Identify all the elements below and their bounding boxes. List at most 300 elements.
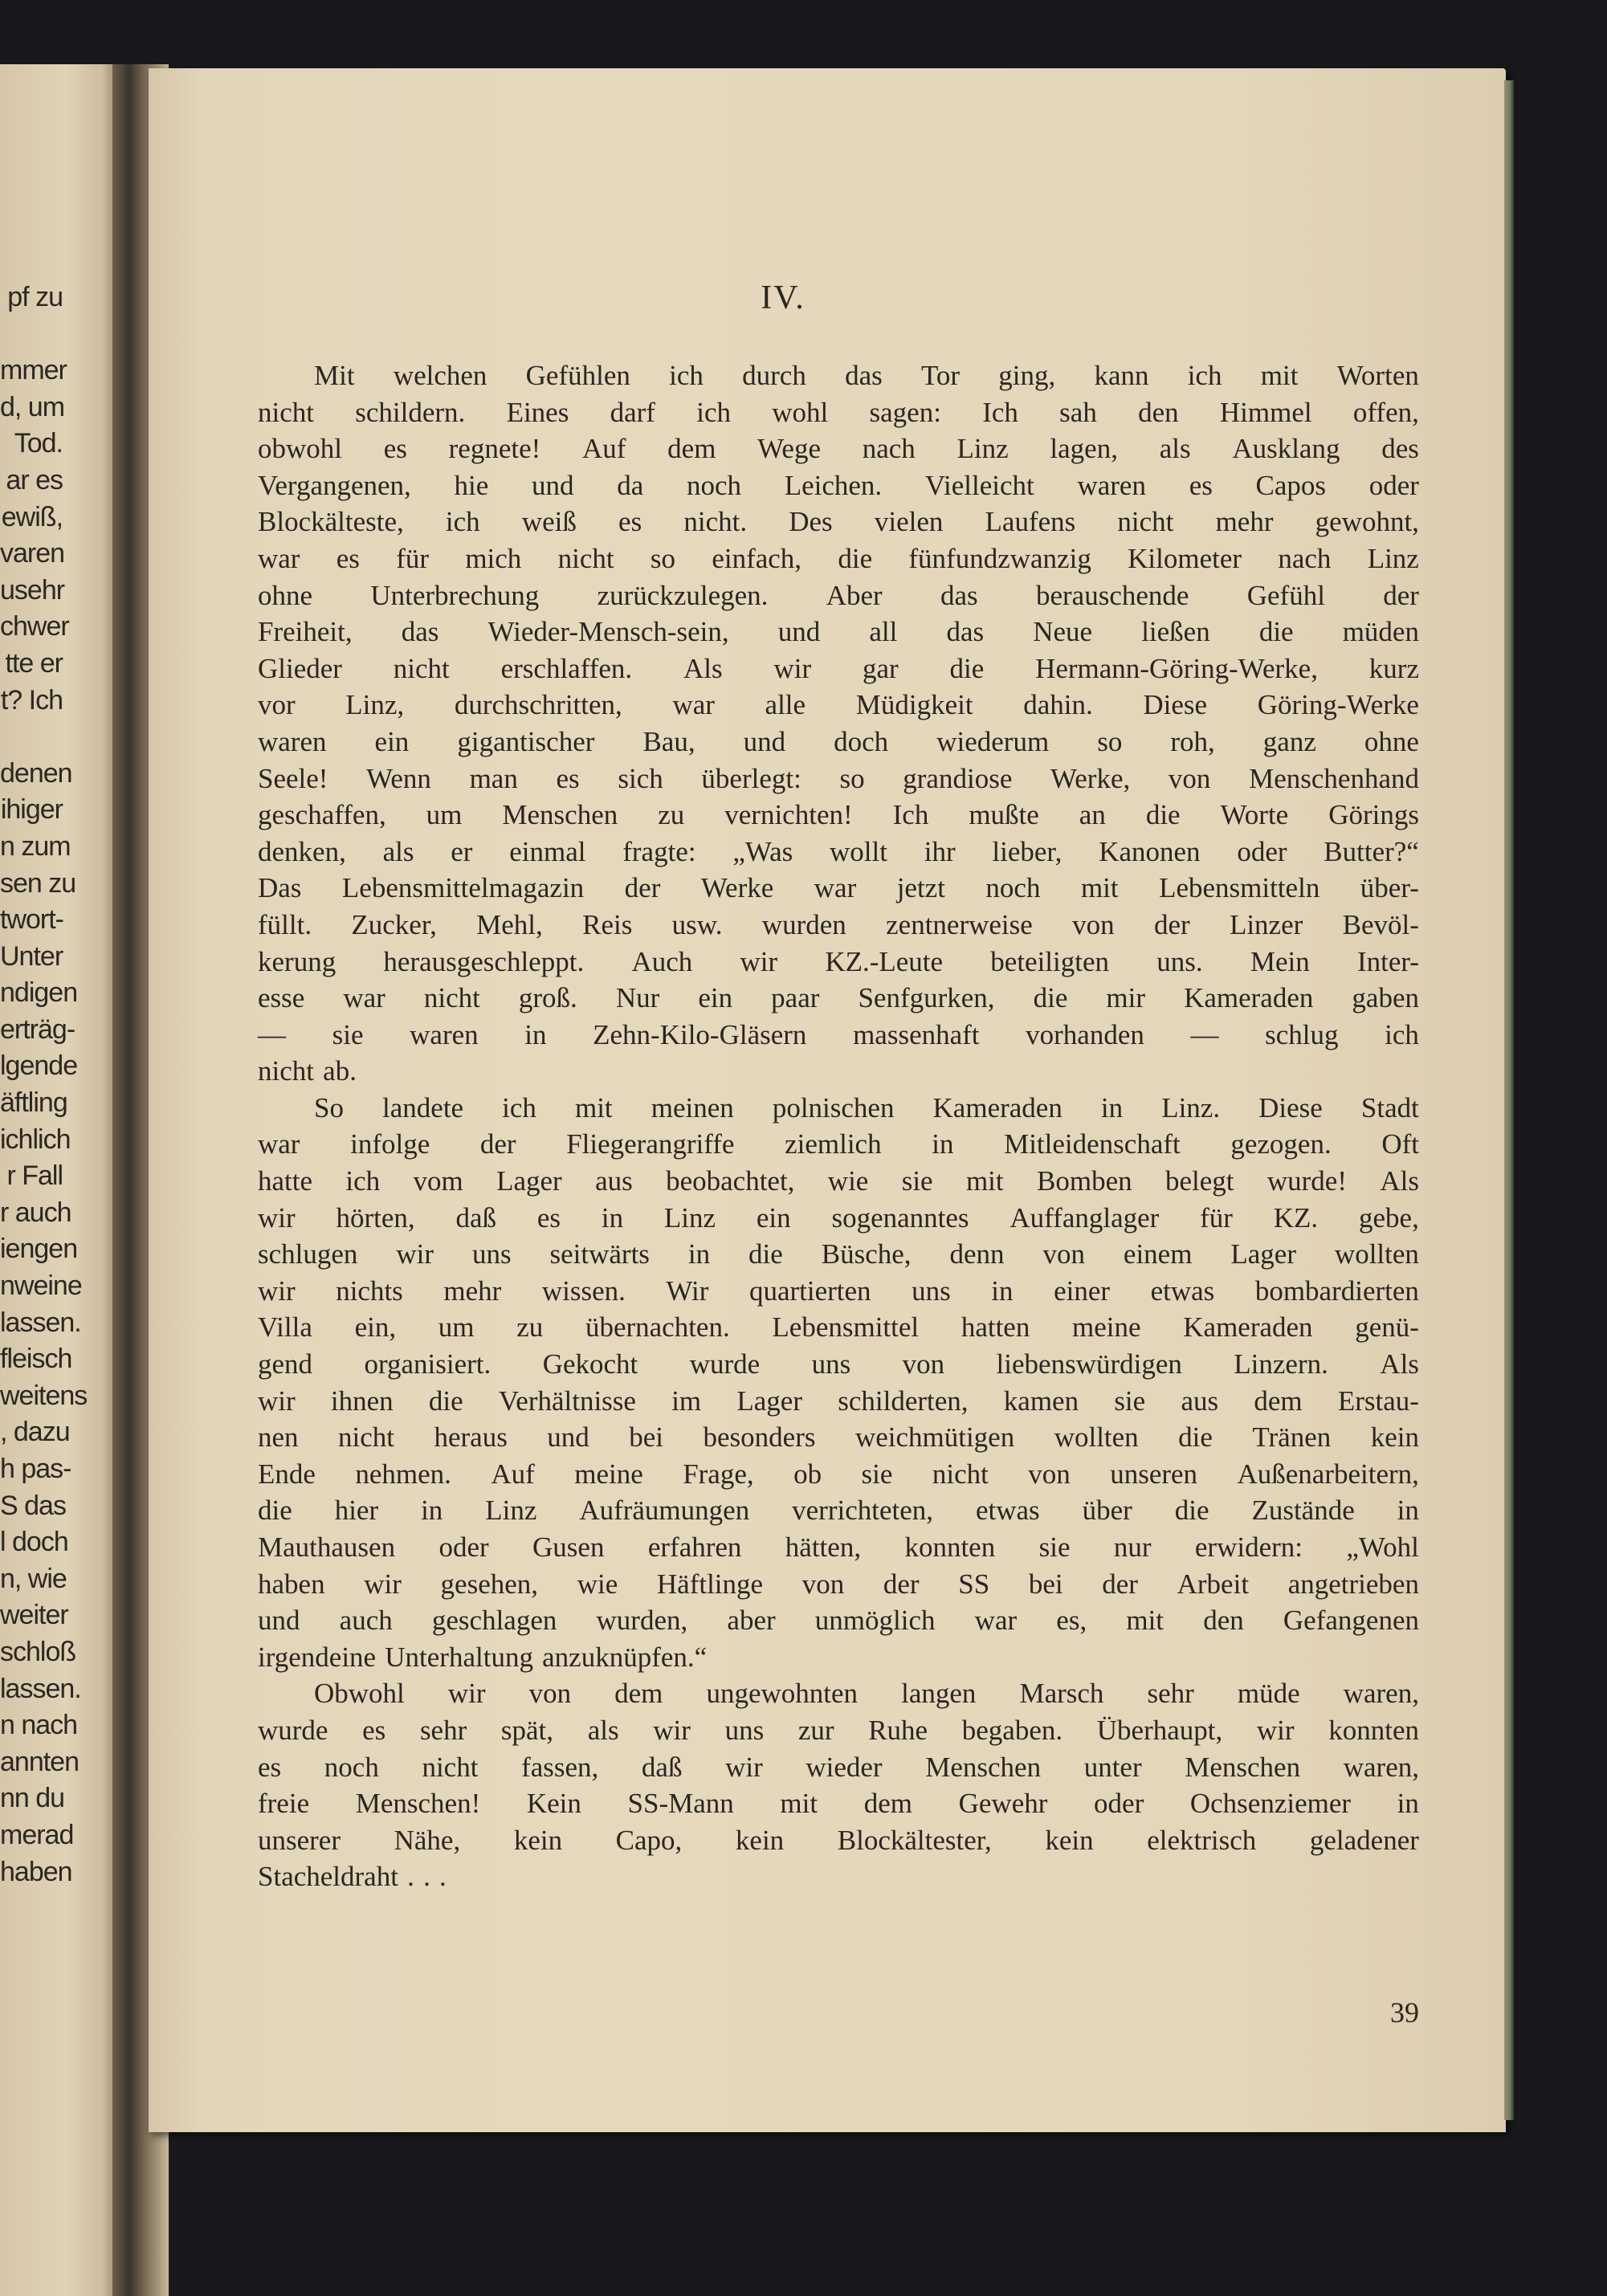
word: gaben [1352, 982, 1419, 1014]
word: und [547, 1421, 589, 1454]
word: von [528, 1678, 572, 1710]
text-line [258, 467, 1419, 504]
word: Seele! [258, 762, 328, 794]
word: haben [258, 1568, 325, 1600]
word: ich [345, 1165, 381, 1197]
word: wir [258, 1274, 296, 1307]
word: Ich [982, 396, 1018, 428]
word: in [687, 1238, 711, 1270]
word: Des [789, 506, 833, 538]
word: auch [339, 1605, 393, 1637]
word: der [479, 1128, 516, 1160]
word: wurde! [1266, 1165, 1347, 1197]
previous-page-fragment: n zum [0, 830, 71, 862]
word: wollt [830, 835, 887, 867]
word: mußte [969, 799, 1039, 831]
word: dem [667, 433, 716, 465]
word: Werke, [1050, 762, 1131, 794]
word: gar [862, 652, 899, 684]
word: besonders [703, 1421, 816, 1454]
word: uns [912, 1274, 951, 1307]
word: daß [641, 1751, 683, 1783]
word: konnten [1328, 1714, 1419, 1746]
word: vom [413, 1165, 463, 1197]
word: oder [1237, 835, 1287, 867]
word: es, [1056, 1605, 1087, 1637]
word: . [439, 1861, 447, 1893]
word: unserer [258, 1824, 341, 1856]
word: Kein [526, 1788, 581, 1820]
word: fragte: [622, 835, 696, 867]
word: die [949, 652, 985, 684]
text-line [258, 687, 1419, 724]
word: hätten, [785, 1531, 862, 1563]
word: Lebensmittelmagazin [341, 872, 585, 904]
previous-page-fragment: n, wie [0, 1563, 67, 1594]
word: Worte [1220, 799, 1289, 831]
word: Unterhaltung [385, 1641, 533, 1673]
word: Außenarbeitern, [1237, 1458, 1419, 1490]
word: Gusen [532, 1531, 605, 1563]
word: so [650, 542, 676, 574]
word: hier [334, 1495, 379, 1527]
word: bei [1028, 1568, 1063, 1600]
word: paar [771, 982, 820, 1014]
previous-page-fragment: usehr [0, 574, 65, 606]
word: wir [396, 1238, 434, 1270]
text-line [258, 1712, 1419, 1749]
word: sehr [419, 1714, 467, 1746]
word: übernachten. [585, 1311, 730, 1344]
text-line [258, 1163, 1419, 1200]
previous-page-fragment: mmer [0, 355, 67, 386]
word: Linzer [1229, 908, 1303, 940]
word: beteiligten [990, 945, 1110, 977]
word: geschlagen [431, 1605, 557, 1637]
word: Wir [666, 1274, 709, 1307]
word: da [617, 469, 644, 501]
word: verrichteten, [792, 1495, 934, 1527]
word: freie [258, 1788, 310, 1820]
word: Ende [258, 1458, 316, 1490]
word: das [401, 616, 439, 648]
word: Linz. [1161, 1091, 1221, 1124]
word: er [451, 835, 473, 867]
word: vernichten! [724, 799, 853, 831]
word: Frage, [683, 1458, 754, 1490]
previous-page-fragment: iengen [0, 1234, 78, 1265]
word: wurde [258, 1714, 328, 1746]
word: Worten [1336, 360, 1419, 391]
word: — [1190, 1018, 1219, 1050]
page-number: 39 [1390, 1996, 1419, 2029]
word: mit [965, 1165, 1004, 1197]
word: in [932, 1128, 954, 1160]
word: KZ. [1273, 1201, 1319, 1234]
word: Stacheldraht [258, 1861, 398, 1893]
word: Auf [582, 433, 626, 465]
word: gend [258, 1348, 313, 1380]
word: aus [595, 1165, 633, 1197]
text-line [258, 1273, 1419, 1310]
word: Inter- [1356, 945, 1419, 977]
word: durchschritten, [454, 689, 622, 721]
word: kein [1045, 1824, 1094, 1856]
word: meine [1072, 1311, 1141, 1344]
word: Gefühlen [525, 360, 630, 391]
text-line [258, 357, 1419, 394]
word: herausgeschleppt. [383, 945, 585, 977]
word: im [671, 1385, 702, 1417]
word: so [839, 762, 865, 794]
word: berauschende [1035, 579, 1189, 611]
word: Mein [1250, 945, 1310, 977]
word: Blockältester, [837, 1824, 992, 1856]
word: weichmütigen [854, 1421, 1015, 1454]
previous-page-fragment: äftling [0, 1087, 67, 1119]
word: wieder [806, 1751, 883, 1783]
word: Laufens [985, 506, 1076, 538]
word: die [1033, 982, 1068, 1014]
word: Capo, [615, 1824, 683, 1856]
word: Kameraden [1183, 1311, 1313, 1344]
word: wurde [689, 1348, 761, 1380]
word: Menschenhand [1249, 762, 1419, 794]
current-page [149, 68, 1506, 2132]
word: aber [727, 1605, 776, 1637]
word: unmöglich [814, 1605, 936, 1637]
word: Linz, [345, 689, 405, 721]
word: von [1168, 762, 1211, 794]
word: wollten [1334, 1238, 1419, 1270]
word: einer [1054, 1274, 1111, 1307]
word: wurden, [596, 1605, 688, 1637]
text-line [258, 1602, 1419, 1639]
word: als [382, 835, 414, 867]
previous-page-fragment: varen [0, 538, 65, 569]
word: Zucker, [351, 908, 437, 940]
word: der [1102, 1568, 1138, 1600]
word: KZ.-Leute [825, 945, 944, 977]
previous-page-fragment: weiter [0, 1600, 68, 1631]
word: uns [471, 1238, 512, 1270]
word: das [845, 360, 883, 391]
word: mit [574, 1091, 613, 1124]
word: schlug [1265, 1018, 1339, 1050]
text-line [258, 1309, 1419, 1346]
previous-page-fragment: schloß [0, 1636, 76, 1667]
word: geschaffen, [258, 799, 386, 831]
word: von [902, 1348, 945, 1380]
previous-page-fragment: r Fall [6, 1160, 63, 1192]
word: ganz [1262, 725, 1316, 757]
word: organisiert. [364, 1348, 491, 1380]
text-line [258, 1419, 1419, 1456]
word: Villa [258, 1311, 312, 1344]
word: kurz [1368, 652, 1419, 684]
word: erschlaffen. [500, 652, 633, 684]
previous-page-fragment [0, 719, 63, 756]
word: Wenn [366, 762, 431, 794]
word: mehr [443, 1274, 502, 1307]
word: es [362, 1714, 386, 1746]
word: und [743, 725, 786, 757]
word: mit [780, 1788, 818, 1820]
word: Menschen [1185, 1751, 1301, 1783]
word: Als [683, 652, 723, 684]
word: kann [1094, 360, 1149, 391]
word: quartierten [748, 1274, 871, 1307]
word: nur [1113, 1531, 1152, 1563]
text-line [258, 907, 1419, 944]
word: nicht [422, 1751, 479, 1783]
word: denn [949, 1238, 1005, 1270]
word: des [1381, 433, 1419, 465]
text-line [258, 797, 1419, 834]
word: uns [724, 1714, 765, 1746]
word: massenhaft [853, 1018, 980, 1050]
previous-page-fragment: erträg- [0, 1013, 75, 1045]
text-line [258, 944, 1419, 981]
word: Ich [892, 799, 929, 831]
word: Gefangenen [1283, 1605, 1419, 1637]
word: an [1079, 799, 1106, 831]
word: Diese [1143, 689, 1208, 721]
previous-page-fragment: merad [0, 1819, 74, 1850]
word: für [396, 542, 430, 574]
word: nicht [557, 542, 614, 574]
word: Marsch [1019, 1678, 1104, 1710]
word: noch [324, 1751, 379, 1783]
word: so [1097, 725, 1123, 757]
word: füllt. [258, 908, 312, 940]
previous-page-fragment: ichlich [0, 1124, 71, 1155]
word: kein [513, 1824, 563, 1856]
word: obwohl [258, 433, 342, 465]
word: Lebensmitteln [1159, 872, 1320, 904]
word: angetrieben [1287, 1568, 1419, 1600]
text-line [258, 834, 1419, 871]
word: Himmel [1219, 396, 1312, 428]
text-line [258, 1492, 1419, 1529]
word: und [258, 1605, 300, 1637]
word: weiß [521, 506, 577, 538]
chapter-heading: IV. [761, 279, 806, 316]
previous-page-fragment: sen zu [0, 867, 76, 899]
word: vielen [874, 506, 944, 538]
word: schildern. [355, 396, 466, 428]
word: sich [618, 762, 663, 794]
word: waren [410, 1018, 479, 1050]
word: Ochsenziemer [1189, 1788, 1352, 1820]
word: Glieder [258, 652, 342, 684]
word: über- [1360, 872, 1419, 904]
word: den [1138, 396, 1179, 428]
word: es [536, 1201, 561, 1234]
word: heraus [434, 1421, 508, 1454]
word: nicht. [683, 506, 748, 538]
word: Obwohl [314, 1678, 405, 1710]
word: erwidern: [1194, 1531, 1303, 1563]
word: Linz [956, 433, 1009, 465]
word: anzuknüpfen.“ [542, 1641, 708, 1673]
word: grandiose [903, 762, 1013, 794]
word: doch [834, 725, 889, 757]
text-line [258, 1566, 1419, 1603]
word: Tränen [1252, 1421, 1332, 1454]
word: die [1258, 616, 1294, 648]
word: Leichen. [784, 469, 883, 501]
word: regnete! [448, 433, 541, 465]
word: Nur [615, 982, 660, 1014]
word: Lebensmittel [772, 1311, 920, 1344]
word: nicht [338, 1421, 394, 1454]
word: all [869, 616, 898, 648]
previous-page-fragment: nn du [0, 1783, 65, 1814]
word: war [974, 1605, 1018, 1637]
word: nicht [258, 396, 314, 428]
text-line [258, 1053, 1419, 1090]
word: dahin. [1023, 689, 1093, 721]
previous-page-text-fragments [0, 279, 88, 1890]
word: zu [516, 1311, 544, 1344]
word: daß [455, 1201, 497, 1234]
word: hie [454, 469, 489, 501]
text-line [258, 761, 1419, 797]
word: ziemlich [785, 1128, 882, 1160]
word: Aufräumungen [579, 1495, 750, 1527]
word: wir [725, 1751, 763, 1783]
word: Gekocht [542, 1348, 638, 1380]
word: Vergangenen, [258, 469, 411, 501]
word: mit [1080, 872, 1119, 904]
word: gesehen, [440, 1568, 539, 1600]
word: die [1174, 1495, 1209, 1527]
word: oder [1368, 469, 1419, 501]
word: esse [258, 982, 305, 1014]
word: noch [686, 469, 741, 501]
word: Lager [736, 1385, 802, 1417]
word: einmal [509, 835, 586, 867]
word: von [1072, 908, 1115, 940]
word: dem [863, 1788, 912, 1820]
text-line [258, 540, 1419, 577]
word: lagen, [1050, 433, 1118, 465]
previous-page-fragment: h pas- [0, 1454, 71, 1484]
word: und [777, 616, 821, 648]
word: dem [614, 1678, 663, 1710]
word: war [258, 1128, 300, 1160]
word: wurden [761, 908, 846, 940]
word: sie [861, 1458, 893, 1490]
previous-page-fragment: ndigen [0, 977, 78, 1009]
text-line [258, 1749, 1419, 1786]
word: denken, [258, 835, 346, 867]
text-line [258, 504, 1419, 540]
word: Aber [826, 579, 883, 611]
word: von [1028, 1458, 1071, 1490]
previous-page-fragment: lgende [0, 1050, 78, 1082]
previous-page-fragment: chwer [0, 611, 69, 642]
word: von [1042, 1238, 1085, 1270]
word: kamen [1003, 1385, 1079, 1417]
word: Diese [1258, 1091, 1323, 1124]
word: von [801, 1568, 845, 1600]
word: nicht [393, 652, 450, 684]
word: der [883, 1568, 920, 1600]
previous-page-fragment: r auch [0, 1197, 71, 1228]
word: irgendeine [258, 1641, 377, 1673]
word: müde [1237, 1678, 1300, 1710]
previous-page-fragment: ihiger [0, 794, 63, 826]
word: Zustände [1251, 1495, 1355, 1527]
word: Linzern. [1234, 1348, 1328, 1380]
word: waren [1077, 469, 1146, 501]
word: nicht [258, 1055, 314, 1087]
word: elektrisch [1147, 1824, 1257, 1856]
text-line [258, 1017, 1419, 1054]
word: waren, [1343, 1751, 1419, 1783]
word: in [1397, 1788, 1419, 1820]
previous-page-edge [0, 64, 120, 2296]
word: der [624, 872, 661, 904]
word: zu [658, 799, 685, 831]
word: sie [901, 1165, 933, 1197]
word: aus [1181, 1385, 1219, 1417]
word: seitwärts [549, 1238, 650, 1270]
text-line [258, 577, 1419, 614]
word: waren, [1343, 1678, 1419, 1710]
word: kein [735, 1824, 785, 1856]
word: nicht [932, 1458, 989, 1490]
text-line [258, 980, 1419, 1017]
word: sie [1038, 1531, 1071, 1563]
word: unseren [1110, 1458, 1198, 1490]
word: liebenswürdigen [996, 1348, 1182, 1380]
word: Freiheit, [258, 616, 353, 648]
word: wir [258, 1201, 296, 1234]
word: zur [797, 1714, 834, 1746]
previous-page-fragment: twort- [0, 904, 63, 936]
text-line [258, 1639, 1419, 1676]
text-line [258, 1236, 1419, 1273]
previous-page-fragment: , dazu [0, 1417, 70, 1448]
word: die [258, 1495, 292, 1527]
word: Kanonen [1099, 835, 1201, 867]
word: der [1153, 908, 1190, 940]
word: groß. [518, 982, 577, 1014]
word: unter [1083, 1751, 1142, 1783]
word: müden [1342, 616, 1419, 648]
word: um [438, 1311, 475, 1344]
word: Blockälteste, [258, 506, 404, 538]
word: geladener [1309, 1824, 1419, 1856]
word: sogenanntes [831, 1201, 969, 1234]
text-line [258, 1126, 1419, 1163]
word: den [1203, 1605, 1244, 1637]
word: Linz [1367, 542, 1419, 574]
word: es [258, 1751, 282, 1783]
text-line [258, 724, 1419, 761]
word: ich [502, 1091, 536, 1124]
word: sie [332, 1018, 364, 1050]
word: Überhaupt, [1096, 1714, 1223, 1746]
word: Menschen! [355, 1788, 481, 1820]
word: einfach, [712, 542, 802, 574]
word: wie [577, 1568, 618, 1600]
word: darf [610, 396, 655, 428]
word: wiederum [936, 725, 1050, 757]
